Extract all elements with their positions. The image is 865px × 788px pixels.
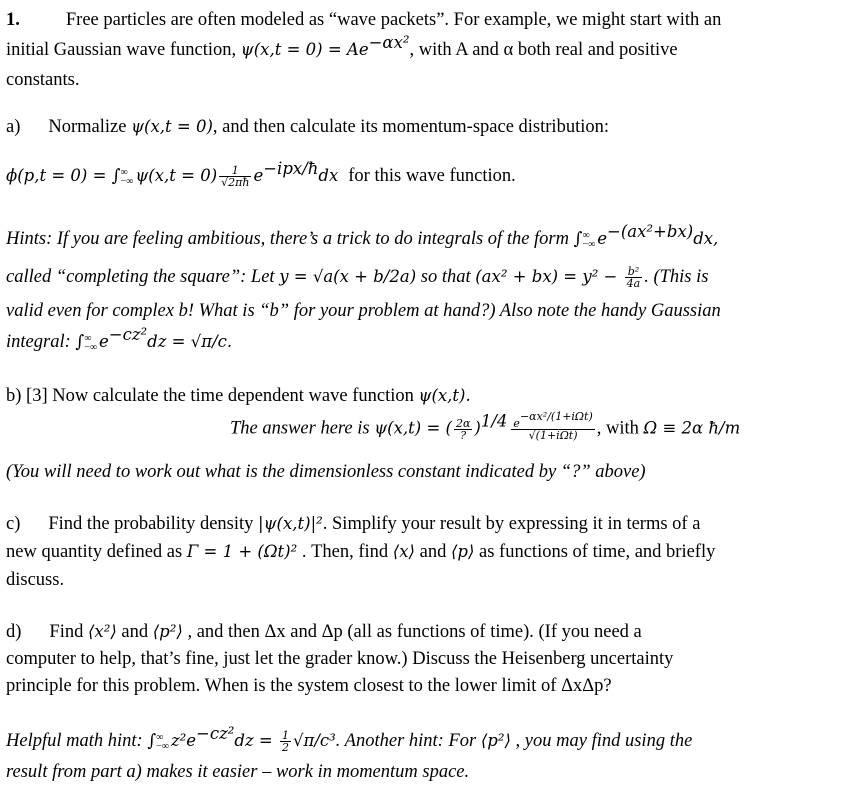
momentum-integrand: ψ(x,t = 0) xyxy=(135,165,218,185)
hints-line-2 xyxy=(6,266,708,289)
gaussian-exp-exponent: −cz² xyxy=(108,325,148,344)
answer-exp-exponent: −αx²/(1+iΩt) xyxy=(519,410,593,423)
fraction-numerator: 1 xyxy=(219,165,251,177)
completed-square-eq: (ax² + bx) = y² − xyxy=(475,266,623,286)
integral-limits xyxy=(84,334,97,352)
part-c-line-3: discuss. xyxy=(6,570,65,590)
integral-sign: ∫ xyxy=(111,165,121,186)
final-hint-line-1 xyxy=(6,723,693,754)
part-c-label: c) xyxy=(6,514,21,534)
part-c-text-2-mid: . Then, find xyxy=(297,542,393,562)
hint-dz: dz = xyxy=(234,730,278,750)
part-d-line-3: principle for this problem. When is the system closest to the lower limit of ΔxΔp? xyxy=(6,676,612,696)
exp-base: e xyxy=(253,165,264,185)
answer-eq-lhs: ψ(x,t) = xyxy=(374,418,446,438)
integral-limits xyxy=(121,168,134,186)
omega-definition: Ω ≡ 2α ħ/m xyxy=(643,418,741,438)
integral-lower-limit: −∞ xyxy=(582,238,596,250)
part-d-and: and xyxy=(116,622,153,642)
fraction-numerator: 1 xyxy=(281,729,289,742)
normalization-fraction xyxy=(219,165,251,188)
fraction-numerator: b² xyxy=(625,266,643,278)
hints-text-2-post: . (This is xyxy=(644,266,709,287)
final-hint-text: Helpful math hint: xyxy=(6,730,148,751)
answer-power: 1/4 xyxy=(480,411,508,431)
problem-line-1 xyxy=(6,10,721,30)
hint-fraction xyxy=(280,730,291,753)
final-hint-text-mid: . Another hint: For xyxy=(335,730,481,751)
answer-prefactor-fraction xyxy=(454,418,472,441)
initial-wavefunction-exponent: −αx² xyxy=(368,33,410,52)
part-a-text-post: , and then calculate its momentum-space distribution: xyxy=(212,117,609,137)
part-c-line-2 xyxy=(6,542,715,562)
integral-sign: ∫ xyxy=(573,229,583,249)
part-c-and: and xyxy=(414,542,451,562)
fraction-denominator: ? xyxy=(460,428,467,442)
part-d-text-post: , and then Δx and Δp (all as functions of time). (If you need a xyxy=(182,622,642,642)
fraction-numerator: 2α xyxy=(455,416,471,430)
part-c-text-post: . Simplify your result by expressing it in terms of a xyxy=(322,514,701,534)
hints-text-4: integral: xyxy=(6,332,76,352)
hint-exp-exponent: −cz² xyxy=(196,723,235,743)
integral-limits xyxy=(156,733,169,751)
fraction-denominator: 4a xyxy=(626,277,641,290)
integral-upper-limit: ∞ xyxy=(120,166,128,178)
answer-with-text: , with xyxy=(596,418,644,439)
hints-dx: dx, xyxy=(693,229,719,248)
answer-exp-base: e xyxy=(513,417,520,430)
part-a-text: Normalize xyxy=(48,117,132,137)
problem-line-2 xyxy=(6,33,678,60)
hints-text-2-mid: so that xyxy=(416,266,476,287)
integral-lower-limit: −∞ xyxy=(156,740,169,752)
part-a-eq: ψ(x,t = 0) xyxy=(131,117,213,136)
problem-intro-1: Free particles are often modeled as “wave packets”. For example, we might start with an xyxy=(65,10,722,30)
part-b-line-1 xyxy=(6,386,471,406)
substitution-eq xyxy=(279,267,416,286)
dx: dx xyxy=(318,165,339,185)
hint-integrand: z²e xyxy=(170,730,197,750)
part-c-line-1 xyxy=(6,514,700,534)
final-hint-text-tail: , you may find using the xyxy=(510,730,693,751)
problem-line-3: constants. xyxy=(6,70,80,90)
expectation-x2: ⟨x²⟩ xyxy=(87,622,117,641)
part-a-label: a) xyxy=(6,117,21,137)
expectation-x: ⟨x⟩ xyxy=(392,542,415,561)
part-d-text: Find xyxy=(49,622,88,642)
hints-line-3: valid even for complex b! What is “b” for your problem at hand?) Also note the handy Gaussian xyxy=(6,301,721,321)
hints-text-1: Hints: If you are feeling ambitious, there’s a trick to do integrals of the form xyxy=(6,229,574,249)
left-paren: ( xyxy=(445,418,452,438)
momentum-distribution-lhs: ϕ(p,t = 0) = xyxy=(6,165,112,185)
hint-expectation-p2: ⟨p²⟩ xyxy=(480,730,511,750)
hints-text-2: called “completing the square”: Let xyxy=(6,266,280,287)
exp-exponent: −ipx/ħ xyxy=(263,158,319,178)
part-b-eq: ψ(x,t). xyxy=(418,386,471,405)
gaussian-exp-base: e xyxy=(99,332,109,351)
final-hint-line-2: result from part a) makes it easier – work in momentum space. xyxy=(6,762,470,782)
hint-sqrt: √π/c³ xyxy=(292,730,336,750)
right-paren: ) xyxy=(474,418,481,438)
integral-lower-limit: −∞ xyxy=(84,341,98,353)
hints-exp-exponent: −(ax²+bx) xyxy=(607,222,694,241)
part-c-text: Find the probability density xyxy=(48,514,259,534)
fraction-denominator: 2 xyxy=(281,741,289,754)
integral-upper-limit: ∞ xyxy=(582,229,590,241)
integral-upper-limit: ∞ xyxy=(156,731,164,743)
part-d-line-1 xyxy=(6,622,642,642)
part-a-line-2 xyxy=(6,158,516,189)
part-d-label: d) xyxy=(6,622,22,642)
hints-exp-base: e xyxy=(597,229,608,248)
problem-intro-2-post: , with A and α both real and positive xyxy=(409,40,678,60)
completed-square-fraction xyxy=(625,266,643,289)
integral-sign: ∫ xyxy=(75,332,85,352)
part-c-text-2: new quantity defined as xyxy=(6,542,187,562)
part-c-text-2-post: as functions of time, and briefly xyxy=(474,542,716,562)
problem-intro-2-text: initial Gaussian wave function, xyxy=(6,40,241,60)
gamma-definition: Γ = 1 + (Ωt)² xyxy=(186,542,298,561)
integral-upper-limit: ∞ xyxy=(84,332,92,344)
substitution-eq-text: y = √a(x + b/2a) xyxy=(279,266,417,286)
integral-sign: ∫ xyxy=(147,730,157,751)
part-a-line-1 xyxy=(6,117,609,137)
expectation-p2: ⟨p²⟩ xyxy=(152,622,183,641)
hints-line-4 xyxy=(6,325,233,353)
problem-number: 1. xyxy=(6,10,20,30)
initial-wavefunction-eq: ψ(x,t = 0) = Ae xyxy=(240,40,369,59)
part-d-line-2: computer to help, that’s fine, just let the grader know.) Discuss the Heisenberg uncertainty xyxy=(6,649,674,669)
probability-density-eq: |ψ(x,t)|² xyxy=(258,514,323,533)
answer-denominator: √(1+iΩt) xyxy=(528,429,578,442)
part-b-text: b) [3] Now calculate the time dependent wave function xyxy=(6,386,419,406)
integral-lower-limit: −∞ xyxy=(120,175,134,187)
gaussian-integral-result: dz = √π/c. xyxy=(147,332,233,351)
integral-limits xyxy=(582,231,595,249)
answer-text: The answer here is xyxy=(230,418,375,439)
expectation-p: ⟨p⟩ xyxy=(450,542,475,561)
fraction-denominator: √2πħ xyxy=(221,176,250,189)
part-b-note: (You will need to work out what is the dimensionless constant indicated by “?” above) xyxy=(6,462,646,482)
part-a-phi-post: for this wave function. xyxy=(348,165,516,186)
hints-line-1 xyxy=(6,222,719,250)
